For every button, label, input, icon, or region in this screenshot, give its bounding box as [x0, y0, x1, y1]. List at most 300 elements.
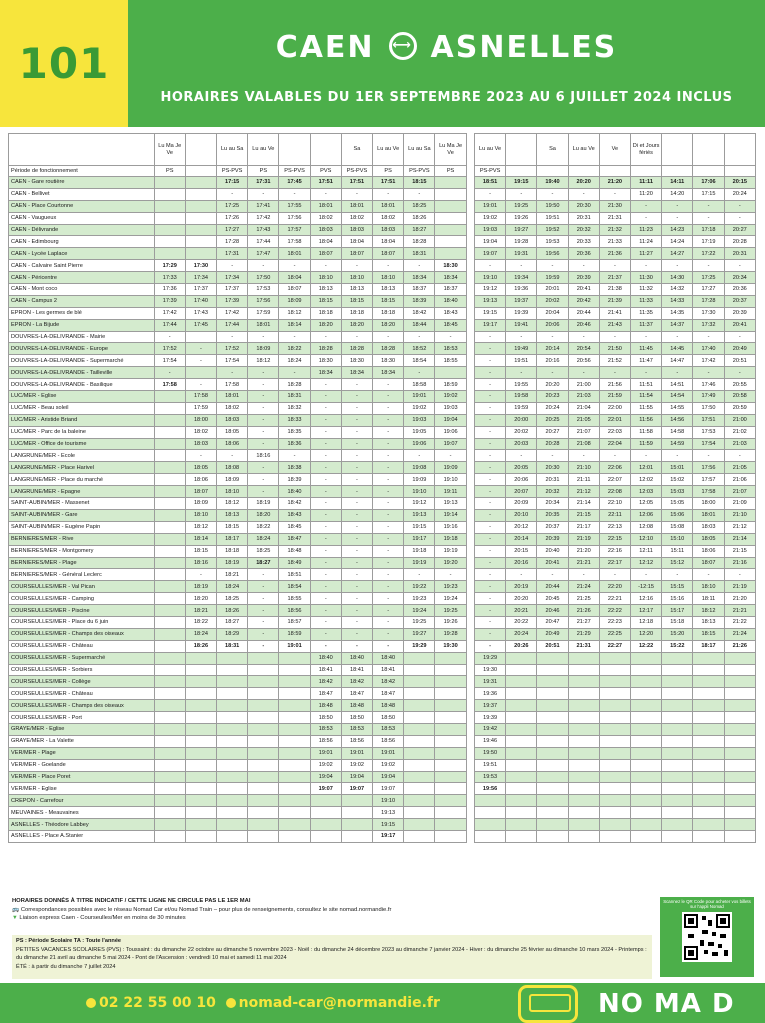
- timetable-row: [9, 248, 756, 260]
- time-cell: [724, 688, 755, 700]
- time-cell: -: [474, 391, 505, 403]
- time-cell: 20:15: [506, 545, 537, 557]
- time-cell: [599, 747, 630, 759]
- time-cell: [310, 807, 341, 819]
- time-cell: [217, 819, 248, 831]
- time-cell: [693, 819, 724, 831]
- legend-ps: PS : Période Scolaire TA : Toute l'année: [16, 938, 122, 944]
- stop-name: LUC/MER - Eglise: [9, 391, 155, 403]
- time-cell: 17:25: [693, 272, 724, 284]
- time-cell: [154, 426, 185, 438]
- time-cell: [404, 735, 435, 747]
- time-cell: [435, 200, 466, 212]
- period-cell: PS: [435, 166, 466, 177]
- time-cell: 22:21: [599, 593, 630, 605]
- time-cell: 19:04: [373, 771, 404, 783]
- time-cell: [435, 759, 466, 771]
- time-cell: 18:36: [279, 438, 310, 450]
- time-cell: -: [474, 462, 505, 474]
- time-cell: 18:54: [279, 581, 310, 593]
- timetable-row: [9, 474, 756, 486]
- time-cell: -: [404, 450, 435, 462]
- time-cell: 19:25: [435, 605, 466, 617]
- time-cell: [154, 402, 185, 414]
- gap-cell: [466, 212, 474, 224]
- time-cell: 18:20: [248, 509, 279, 521]
- time-cell: [185, 735, 216, 747]
- time-cell: [506, 723, 537, 735]
- time-cell: -: [537, 260, 568, 272]
- stop-name: DOUVRES-LA-DELIVRANDE - Europe: [9, 343, 155, 355]
- time-cell: [154, 438, 185, 450]
- time-cell: -: [341, 188, 372, 200]
- time-cell: -: [693, 331, 724, 343]
- time-cell: 19:17: [373, 830, 404, 842]
- time-cell: 19:27: [506, 224, 537, 236]
- time-cell: 18:45: [435, 319, 466, 331]
- time-cell: 11:11: [631, 177, 662, 189]
- time-cell: [435, 177, 466, 189]
- time-cell: 17:58: [279, 236, 310, 248]
- time-cell: [154, 557, 185, 569]
- time-cell: [568, 676, 599, 688]
- time-cell: [248, 759, 279, 771]
- period-cell: PS-PVS: [404, 166, 435, 177]
- time-cell: [599, 783, 630, 795]
- timetable-row: [9, 521, 756, 533]
- time-cell: 17:58: [217, 379, 248, 391]
- time-cell: [404, 783, 435, 795]
- stop-name: GRAYE/MER - La Valette: [9, 735, 155, 747]
- time-cell: [185, 367, 216, 379]
- time-cell: [724, 664, 755, 676]
- time-cell: [217, 783, 248, 795]
- time-cell: 18:14: [279, 319, 310, 331]
- time-cell: 19:15: [474, 307, 505, 319]
- time-cell: 17:54: [693, 438, 724, 450]
- time-cell: 14:55: [662, 402, 693, 414]
- time-cell: -: [185, 355, 216, 367]
- time-cell: [154, 212, 185, 224]
- column-header: [662, 134, 693, 166]
- time-cell: [217, 735, 248, 747]
- timetable: [8, 133, 756, 843]
- time-cell: [217, 759, 248, 771]
- time-cell: 18:41: [341, 664, 372, 676]
- time-cell: [568, 830, 599, 842]
- time-cell: 18:50: [341, 712, 372, 724]
- time-cell: 17:57: [279, 224, 310, 236]
- time-cell: [435, 771, 466, 783]
- time-cell: 21:10: [568, 462, 599, 474]
- time-cell: 20:46: [537, 605, 568, 617]
- time-cell: -: [248, 593, 279, 605]
- time-cell: 19:26: [506, 212, 537, 224]
- timetable-row: [9, 723, 756, 735]
- time-cell: 20:14: [506, 533, 537, 545]
- time-cell: 17:40: [185, 295, 216, 307]
- time-cell: 14:30: [662, 272, 693, 284]
- time-cell: -: [279, 367, 310, 379]
- time-cell: 18:03: [341, 224, 372, 236]
- time-cell: 18:32: [279, 402, 310, 414]
- time-cell: 19:41: [506, 319, 537, 331]
- time-cell: 20:28: [724, 236, 755, 248]
- time-cell: 19:25: [506, 200, 537, 212]
- time-cell: 21:50: [599, 343, 630, 355]
- time-cell: [631, 771, 662, 783]
- time-cell: 18:30: [435, 260, 466, 272]
- time-cell: 21:29: [568, 628, 599, 640]
- time-cell: 20:27: [724, 224, 755, 236]
- time-cell: 14:51: [662, 379, 693, 391]
- time-cell: 14:54: [662, 391, 693, 403]
- time-cell: 19:37: [474, 700, 505, 712]
- gap-cell: [466, 521, 474, 533]
- stop-name: GRAYE/MER - Eglise: [9, 723, 155, 735]
- time-cell: [248, 830, 279, 842]
- time-cell: 19:04: [310, 771, 341, 783]
- time-cell: 19:13: [404, 509, 435, 521]
- time-cell: 20:51: [724, 355, 755, 367]
- time-cell: 18:08: [217, 462, 248, 474]
- time-cell: [631, 819, 662, 831]
- gap-cell: [466, 402, 474, 414]
- time-cell: 18:42: [404, 307, 435, 319]
- time-cell: -: [404, 260, 435, 272]
- time-cell: 15:16: [662, 593, 693, 605]
- time-cell: 17:15: [693, 188, 724, 200]
- time-cell: 18:03: [217, 414, 248, 426]
- time-cell: 21:32: [599, 224, 630, 236]
- time-cell: 18:30: [341, 355, 372, 367]
- time-cell: 18:02: [310, 212, 341, 224]
- time-cell: -: [474, 379, 505, 391]
- time-cell: 18:56: [341, 735, 372, 747]
- time-cell: [537, 652, 568, 664]
- timetable-row: [9, 236, 756, 248]
- gap-cell: [466, 581, 474, 593]
- gap-cell: [466, 498, 474, 510]
- time-cell: [154, 188, 185, 200]
- time-cell: 20:24: [537, 402, 568, 414]
- time-cell: [435, 747, 466, 759]
- time-cell: [154, 688, 185, 700]
- time-cell: [724, 830, 755, 842]
- timetable-row: [9, 545, 756, 557]
- time-cell: [435, 652, 466, 664]
- timetable-grid: [8, 133, 756, 843]
- stop-name: DOUVRES-LA-DELIVRANDE - Tailleville: [9, 367, 155, 379]
- gap-cell: [466, 664, 474, 676]
- time-cell: -: [662, 450, 693, 462]
- time-cell: [341, 795, 372, 807]
- stop-name: LANGRUNE/MER - Ecole: [9, 450, 155, 462]
- time-cell: 19:29: [404, 640, 435, 652]
- time-cell: 19:02: [373, 759, 404, 771]
- time-cell: 19:24: [435, 593, 466, 605]
- time-cell: -: [341, 474, 372, 486]
- time-cell: 20:01: [537, 284, 568, 296]
- time-cell: 14:24: [662, 236, 693, 248]
- time-cell: [662, 759, 693, 771]
- time-cell: 20:41: [568, 284, 599, 296]
- time-cell: 17:36: [154, 284, 185, 296]
- time-cell: -: [568, 188, 599, 200]
- time-cell: 18:01: [310, 200, 341, 212]
- time-cell: 18:34: [404, 272, 435, 284]
- time-cell: [662, 676, 693, 688]
- time-cell: 18:13: [217, 509, 248, 521]
- time-cell: 22:25: [599, 628, 630, 640]
- route-title: [128, 30, 765, 65]
- time-cell: [154, 545, 185, 557]
- gap-cell: [466, 569, 474, 581]
- time-cell: 19:10: [435, 474, 466, 486]
- time-cell: -: [662, 367, 693, 379]
- time-cell: [154, 640, 185, 652]
- stop-name: LANGRUNE/MER - Place Harivel: [9, 462, 155, 474]
- time-cell: 21:05: [568, 414, 599, 426]
- time-cell: [217, 771, 248, 783]
- time-cell: [279, 759, 310, 771]
- time-cell: -: [373, 462, 404, 474]
- time-cell: 19:31: [506, 248, 537, 260]
- time-cell: [631, 664, 662, 676]
- time-cell: -: [154, 367, 185, 379]
- time-cell: 18:56: [310, 735, 341, 747]
- stop-name: COURSEULLES/MER - Sorbiers: [9, 664, 155, 676]
- time-cell: [217, 830, 248, 842]
- time-cell: -: [474, 426, 505, 438]
- time-cell: 20:44: [537, 581, 568, 593]
- time-cell: 18:18: [341, 307, 372, 319]
- time-cell: 20:36: [568, 248, 599, 260]
- time-cell: [631, 783, 662, 795]
- time-cell: -: [724, 367, 755, 379]
- time-cell: 11:37: [631, 319, 662, 331]
- time-cell: 21:07: [568, 426, 599, 438]
- timetable-row: [9, 331, 756, 343]
- time-cell: -: [217, 260, 248, 272]
- time-cell: 20:39: [537, 533, 568, 545]
- time-cell: 19:24: [404, 605, 435, 617]
- time-cell: 20:21: [506, 605, 537, 617]
- time-cell: [404, 807, 435, 819]
- time-cell: -: [310, 545, 341, 557]
- time-cell: 17:26: [217, 212, 248, 224]
- time-cell: 11:58: [631, 426, 662, 438]
- time-cell: [693, 747, 724, 759]
- time-cell: 17:51: [693, 414, 724, 426]
- time-cell: 11:27: [631, 248, 662, 260]
- time-cell: -: [341, 593, 372, 605]
- time-cell: 21:12: [568, 486, 599, 498]
- time-cell: 21:37: [599, 272, 630, 284]
- validity-text: HORAIRES VALABLES DU 1ER SEPTEMBRE 2023 AU 6 JUILLET 2024 INCLUS: [160, 90, 733, 105]
- email-address[interactable]: nomad-car@normandie.fr: [238, 995, 440, 1011]
- time-cell: 19:28: [435, 628, 466, 640]
- time-cell: [435, 783, 466, 795]
- time-cell: [279, 771, 310, 783]
- time-cell: 20:37: [724, 295, 755, 307]
- email-icon: [226, 998, 236, 1008]
- time-cell: 18:18: [373, 307, 404, 319]
- time-cell: [724, 807, 755, 819]
- time-cell: 14:27: [662, 248, 693, 260]
- time-cell: -: [341, 616, 372, 628]
- time-cell: 19:10: [474, 272, 505, 284]
- period-cell: [537, 166, 568, 177]
- time-cell: [248, 664, 279, 676]
- time-cell: 17:29: [154, 260, 185, 272]
- time-cell: 12:11: [631, 545, 662, 557]
- time-cell: 18:25: [404, 200, 435, 212]
- time-cell: 18:17: [693, 640, 724, 652]
- time-cell: 21:33: [599, 236, 630, 248]
- time-cell: 18:56: [373, 735, 404, 747]
- time-cell: [279, 700, 310, 712]
- time-cell: -: [373, 557, 404, 569]
- time-cell: 22:06: [599, 462, 630, 474]
- time-cell: [537, 700, 568, 712]
- time-cell: [279, 830, 310, 842]
- time-cell: [662, 712, 693, 724]
- time-cell: [217, 795, 248, 807]
- time-cell: -: [341, 509, 372, 521]
- time-cell: [506, 700, 537, 712]
- time-cell: 21:19: [724, 581, 755, 593]
- time-cell: 17:56: [279, 212, 310, 224]
- time-cell: 17:40: [693, 343, 724, 355]
- stop-name: SAINT-AUBIN/MER - Gare: [9, 509, 155, 521]
- time-cell: 19:09: [404, 474, 435, 486]
- time-cell: 11:24: [631, 236, 662, 248]
- time-cell: 20:20: [506, 593, 537, 605]
- gap-cell: [466, 367, 474, 379]
- time-cell: 15:01: [662, 462, 693, 474]
- time-cell: 17:30: [693, 307, 724, 319]
- gap-cell: [466, 557, 474, 569]
- bidirectional-arrow-icon: ⟷: [389, 32, 417, 60]
- time-cell: 18:41: [373, 664, 404, 676]
- gap-cell: [466, 676, 474, 688]
- stop-name: ASNELLES - Théodore Labbey: [9, 819, 155, 831]
- time-cell: 18:53: [435, 343, 466, 355]
- qr-code-icon[interactable]: [682, 912, 732, 962]
- time-cell: 17:27: [217, 224, 248, 236]
- stop-name: BERNIERES/MER - Général Leclerc: [9, 569, 155, 581]
- time-cell: 18:04: [373, 236, 404, 248]
- time-cell: 21:31: [568, 640, 599, 652]
- stop-name: SAINT-AUBIN/MER - Massenet: [9, 498, 155, 510]
- time-cell: [279, 652, 310, 664]
- time-cell: 22:23: [599, 616, 630, 628]
- time-cell: -: [373, 188, 404, 200]
- time-cell: 20:02: [506, 426, 537, 438]
- time-cell: [217, 807, 248, 819]
- gap-cell: [466, 391, 474, 403]
- time-cell: 19:27: [404, 628, 435, 640]
- time-cell: 17:22: [693, 248, 724, 260]
- time-cell: 18:47: [341, 688, 372, 700]
- gap-cell: [466, 688, 474, 700]
- time-cell: -: [373, 581, 404, 593]
- time-cell: -: [341, 533, 372, 545]
- time-cell: 19:01: [474, 200, 505, 212]
- time-cell: 21:17: [568, 521, 599, 533]
- time-cell: [662, 807, 693, 819]
- time-cell: 19:10: [404, 486, 435, 498]
- time-cell: 19:03: [404, 414, 435, 426]
- time-cell: -: [341, 605, 372, 617]
- time-cell: -: [310, 616, 341, 628]
- gap-cell: [466, 426, 474, 438]
- stop-name: BERNIERES/MER - Plage: [9, 557, 155, 569]
- stop-name: COURSEULLES/MER - Place du 6 juin: [9, 616, 155, 628]
- phone-number[interactable]: 02 22 55 00 10: [99, 995, 216, 1011]
- timetable-row: [9, 676, 756, 688]
- time-cell: [185, 248, 216, 260]
- time-cell: [279, 688, 310, 700]
- time-cell: 19:06: [435, 426, 466, 438]
- time-cell: [154, 486, 185, 498]
- time-cell: 21:25: [568, 593, 599, 605]
- time-cell: [693, 688, 724, 700]
- time-cell: -: [341, 640, 372, 652]
- gap-cell: [466, 474, 474, 486]
- time-cell: 18:26: [404, 212, 435, 224]
- time-cell: 11:20: [631, 188, 662, 200]
- time-cell: 15:02: [662, 474, 693, 486]
- time-cell: [599, 700, 630, 712]
- time-cell: 20:05: [506, 462, 537, 474]
- time-cell: 18:22: [248, 521, 279, 533]
- column-header-row: [9, 134, 756, 166]
- column-header: Lu au Sa: [404, 134, 435, 166]
- time-cell: 14:37: [662, 319, 693, 331]
- time-cell: 18:13: [693, 616, 724, 628]
- time-cell: [185, 664, 216, 676]
- time-cell: [154, 533, 185, 545]
- time-cell: [599, 759, 630, 771]
- time-cell: -: [506, 188, 537, 200]
- time-cell: 17:51: [310, 177, 341, 189]
- time-cell: -: [631, 200, 662, 212]
- time-cell: 17:30: [185, 260, 216, 272]
- time-cell: 18:24: [217, 581, 248, 593]
- time-cell: 12:16: [631, 593, 662, 605]
- time-cell: 19:02: [435, 391, 466, 403]
- gap-cell: [466, 652, 474, 664]
- time-cell: -: [568, 450, 599, 462]
- time-cell: 17:58: [693, 486, 724, 498]
- time-cell: 15:10: [662, 533, 693, 545]
- time-cell: 18:20: [341, 319, 372, 331]
- time-cell: 17:39: [154, 295, 185, 307]
- time-cell: 20:39: [724, 307, 755, 319]
- time-cell: [662, 795, 693, 807]
- time-cell: [537, 747, 568, 759]
- time-cell: [154, 569, 185, 581]
- time-cell: 18:30: [373, 355, 404, 367]
- time-cell: 17:44: [248, 236, 279, 248]
- time-cell: [568, 807, 599, 819]
- time-cell: -: [474, 450, 505, 462]
- time-cell: [154, 224, 185, 236]
- stop-name: LANGRUNE/MER - Epagne: [9, 486, 155, 498]
- stop-name: EPRON - La Bijude: [9, 319, 155, 331]
